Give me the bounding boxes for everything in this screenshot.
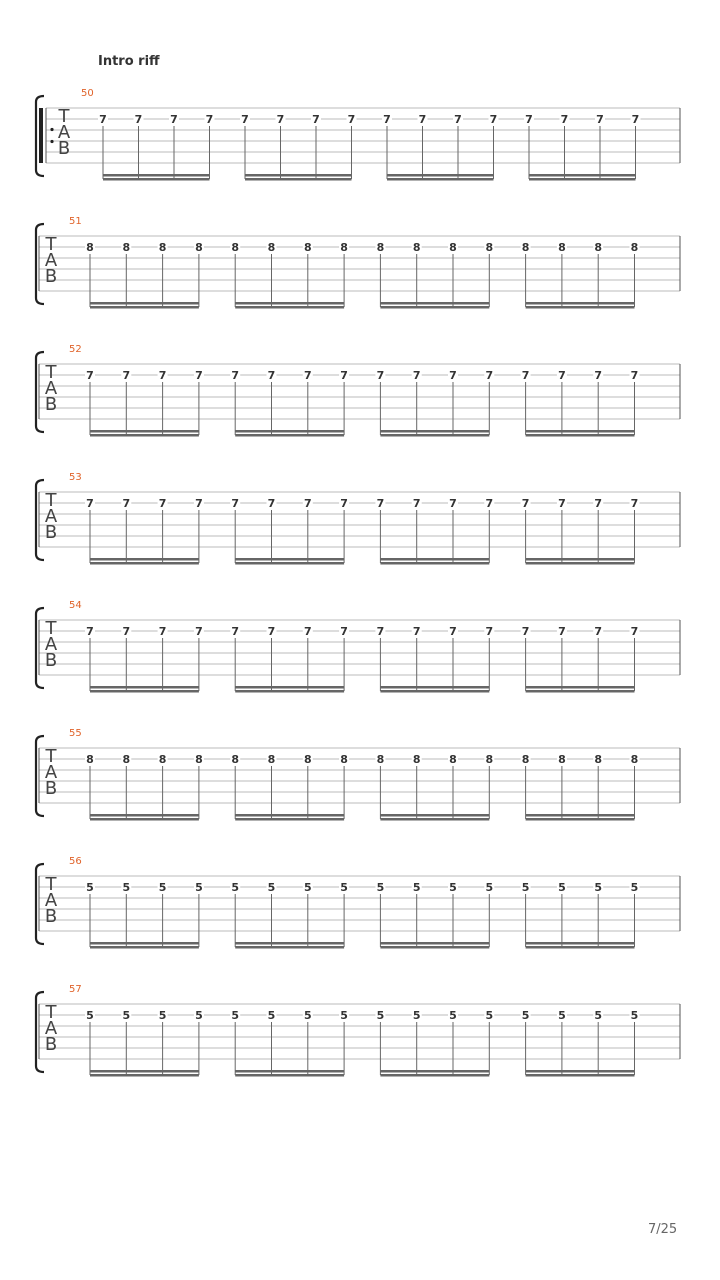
tab-clef-letter: T xyxy=(45,234,57,255)
fret-number: 7 xyxy=(560,113,569,126)
fret-number: 8 xyxy=(558,753,566,766)
fret-number: 7 xyxy=(485,369,494,382)
fret-number: 7 xyxy=(558,497,566,510)
fret-number: 5 xyxy=(594,881,603,894)
fret-number: 8 xyxy=(594,241,603,254)
beam xyxy=(380,946,489,949)
beam xyxy=(90,818,199,821)
fret-number: 5 xyxy=(267,881,276,894)
beam xyxy=(526,690,635,693)
fret-number: 7 xyxy=(241,113,249,126)
fret-number: 8 xyxy=(195,753,203,766)
fret-number: 7 xyxy=(340,497,348,510)
fret-number: 7 xyxy=(485,625,494,638)
beam xyxy=(235,306,344,309)
tab-clef-letter: B xyxy=(44,906,58,927)
repeat-thick-bar xyxy=(39,108,43,163)
fret-number: 5 xyxy=(412,881,421,894)
beam xyxy=(90,562,199,565)
beam xyxy=(235,818,344,821)
measure-number: 53 xyxy=(69,472,82,483)
fret-number: 5 xyxy=(630,1009,639,1022)
fret-number: 5 xyxy=(158,881,167,894)
repeat-dot xyxy=(50,128,53,131)
fret-number: 7 xyxy=(594,497,603,510)
fret-number: 7 xyxy=(521,497,530,510)
fret-number: 7 xyxy=(267,497,276,510)
fret-number: 5 xyxy=(558,1009,566,1022)
beam xyxy=(380,690,489,693)
fret-number: 7 xyxy=(276,113,285,126)
beam xyxy=(90,1074,199,1077)
fret-number: 7 xyxy=(312,113,320,126)
fret-number: 7 xyxy=(525,113,533,126)
fret-number: 7 xyxy=(630,625,639,638)
tab-clef-letter: A xyxy=(44,762,58,783)
measure-number: 57 xyxy=(69,984,82,995)
fret-number: 8 xyxy=(521,753,530,766)
beam xyxy=(235,814,344,817)
measure-number: 52 xyxy=(69,344,82,355)
fret-number: 7 xyxy=(340,625,348,638)
fret-number: 7 xyxy=(86,625,94,638)
fret-number: 7 xyxy=(303,625,312,638)
tab-clef-letter: B xyxy=(44,522,58,543)
fret-number: 7 xyxy=(418,113,427,126)
fret-number: 5 xyxy=(449,881,457,894)
beam xyxy=(380,814,489,817)
fret-number: 8 xyxy=(376,753,385,766)
fret-number: 7 xyxy=(521,369,530,382)
fret-number: 7 xyxy=(122,625,131,638)
beam xyxy=(380,1070,489,1073)
fret-number: 7 xyxy=(376,497,385,510)
fret-number: 7 xyxy=(158,625,167,638)
beam xyxy=(526,686,635,689)
beam xyxy=(380,306,489,309)
beam xyxy=(90,430,199,433)
fret-number: 8 xyxy=(521,241,530,254)
fret-number: 5 xyxy=(630,881,639,894)
fret-number: 8 xyxy=(376,241,385,254)
tab-clef-letter: T xyxy=(45,1002,57,1023)
fret-number: 7 xyxy=(303,497,312,510)
tab-clef-letter: A xyxy=(44,634,58,655)
measure-number: 55 xyxy=(69,728,82,739)
beam xyxy=(235,686,344,689)
beam xyxy=(387,174,494,177)
fret-number: 5 xyxy=(86,1009,94,1022)
beam xyxy=(526,434,635,437)
fret-number: 7 xyxy=(596,113,604,126)
beam xyxy=(380,562,489,565)
tab-clef-letter: B xyxy=(44,266,58,287)
fret-number: 7 xyxy=(195,497,203,510)
beam xyxy=(235,430,344,433)
beam xyxy=(235,690,344,693)
beam xyxy=(380,686,489,689)
beam xyxy=(380,558,489,561)
fret-number: 8 xyxy=(86,753,94,766)
fret-number: 5 xyxy=(231,881,240,894)
repeat-dot xyxy=(50,140,53,143)
fret-number: 7 xyxy=(383,113,391,126)
beam xyxy=(245,178,352,181)
fret-number: 7 xyxy=(631,113,640,126)
fret-number: 5 xyxy=(521,1009,530,1022)
fret-number: 5 xyxy=(122,881,131,894)
beam xyxy=(380,302,489,305)
beam xyxy=(90,690,199,693)
beam xyxy=(90,302,199,305)
fret-number: 8 xyxy=(122,241,131,254)
beam xyxy=(90,1070,199,1073)
tab-clef-letter: B xyxy=(44,394,58,415)
fret-number: 7 xyxy=(449,625,457,638)
fret-number: 8 xyxy=(267,241,276,254)
fret-number: 7 xyxy=(122,497,131,510)
fret-number: 5 xyxy=(485,881,494,894)
fret-number: 7 xyxy=(485,497,494,510)
fret-number: 5 xyxy=(449,1009,457,1022)
fret-number: 5 xyxy=(485,1009,494,1022)
fret-number: 8 xyxy=(449,753,457,766)
fret-number: 7 xyxy=(449,369,457,382)
fret-number: 8 xyxy=(449,241,457,254)
fret-number: 7 xyxy=(412,625,421,638)
beam xyxy=(235,1074,344,1077)
measure-number: 56 xyxy=(69,856,82,867)
fret-number: 8 xyxy=(558,241,566,254)
measure-number: 54 xyxy=(69,600,82,611)
fret-number: 5 xyxy=(376,1009,385,1022)
fret-number: 8 xyxy=(86,241,94,254)
fret-number: 8 xyxy=(594,753,603,766)
fret-number: 7 xyxy=(449,497,457,510)
measure-number: 50 xyxy=(81,88,94,99)
fret-number: 5 xyxy=(158,1009,167,1022)
fret-number: 8 xyxy=(195,241,203,254)
fret-number: 7 xyxy=(231,497,240,510)
page-number: 7/25 xyxy=(648,1222,678,1237)
fret-number: 8 xyxy=(303,753,312,766)
section-title: Intro riff xyxy=(98,54,160,69)
beam xyxy=(235,302,344,305)
tab-clef-letter: A xyxy=(44,378,58,399)
fret-number: 7 xyxy=(231,369,240,382)
fret-number: 7 xyxy=(594,369,603,382)
fret-number: 7 xyxy=(205,113,214,126)
fret-number: 8 xyxy=(231,753,240,766)
fret-number: 5 xyxy=(267,1009,276,1022)
beam xyxy=(526,558,635,561)
fret-number: 8 xyxy=(412,241,421,254)
fret-number: 7 xyxy=(376,625,385,638)
beam xyxy=(526,814,635,817)
fret-number: 8 xyxy=(485,241,494,254)
beam xyxy=(235,1070,344,1073)
tab-clef-letter: A xyxy=(44,506,58,527)
beam xyxy=(380,1074,489,1077)
tab-clef-letter: A xyxy=(44,1018,58,1039)
fret-number: 7 xyxy=(558,625,566,638)
fret-number: 7 xyxy=(489,113,498,126)
tab-clef-letter: T xyxy=(45,746,57,767)
fret-number: 8 xyxy=(630,753,639,766)
fret-number: 5 xyxy=(195,1009,203,1022)
fret-number: 5 xyxy=(340,1009,348,1022)
fret-number: 5 xyxy=(86,881,94,894)
fret-number: 7 xyxy=(122,369,131,382)
fret-number: 5 xyxy=(376,881,385,894)
tab-clef-letter: T xyxy=(45,490,57,511)
beam xyxy=(235,946,344,949)
tab-clef-letter: B xyxy=(44,650,58,671)
fret-number: 7 xyxy=(454,113,462,126)
beam xyxy=(387,178,494,181)
fret-number: 5 xyxy=(195,881,203,894)
fret-number: 7 xyxy=(630,497,639,510)
tab-clef-letter: A xyxy=(44,890,58,911)
beam xyxy=(526,562,635,565)
fret-number: 5 xyxy=(594,1009,603,1022)
beam xyxy=(529,174,636,177)
fret-number: 7 xyxy=(158,369,167,382)
fret-number: 7 xyxy=(303,369,312,382)
fret-number: 8 xyxy=(122,753,131,766)
fret-number: 7 xyxy=(231,625,240,638)
fret-number: 8 xyxy=(158,753,167,766)
fret-number: 7 xyxy=(158,497,167,510)
beam xyxy=(90,686,199,689)
fret-number: 7 xyxy=(195,625,203,638)
fret-number: 8 xyxy=(158,241,167,254)
tab-clef-letter: T xyxy=(58,106,70,127)
beam xyxy=(235,558,344,561)
beam xyxy=(380,818,489,821)
beam xyxy=(526,946,635,949)
beam xyxy=(103,178,210,181)
beam xyxy=(526,1070,635,1073)
tab-clef-letter: T xyxy=(45,362,57,383)
tab-clef-letter: B xyxy=(44,1034,58,1055)
beam xyxy=(526,942,635,945)
tab-clef-letter: T xyxy=(45,874,57,895)
beam xyxy=(526,1074,635,1077)
beam xyxy=(90,942,199,945)
fret-number: 7 xyxy=(412,497,421,510)
fret-number: 5 xyxy=(303,1009,312,1022)
fret-number: 5 xyxy=(122,1009,131,1022)
fret-number: 7 xyxy=(630,369,639,382)
beam xyxy=(526,302,635,305)
fret-number: 8 xyxy=(303,241,312,254)
beam xyxy=(90,558,199,561)
fret-number: 8 xyxy=(630,241,639,254)
beam xyxy=(103,174,210,177)
fret-number: 7 xyxy=(376,369,385,382)
beam xyxy=(526,306,635,309)
fret-number: 7 xyxy=(412,369,421,382)
beam xyxy=(90,434,199,437)
tab-clef-letter: A xyxy=(44,250,58,271)
beam xyxy=(526,818,635,821)
fret-number: 8 xyxy=(340,753,348,766)
measure-number: 51 xyxy=(69,216,82,227)
fret-number: 7 xyxy=(594,625,603,638)
fret-number: 7 xyxy=(267,369,276,382)
fret-number: 5 xyxy=(521,881,530,894)
fret-number: 8 xyxy=(340,241,348,254)
fret-number: 8 xyxy=(267,753,276,766)
fret-number: 5 xyxy=(303,881,312,894)
beam xyxy=(235,434,344,437)
beam xyxy=(235,942,344,945)
fret-number: 7 xyxy=(170,113,178,126)
fret-number: 8 xyxy=(485,753,494,766)
fret-number: 7 xyxy=(86,369,94,382)
tab-clef-letter: T xyxy=(45,618,57,639)
beam xyxy=(529,178,636,181)
fret-number: 7 xyxy=(558,369,566,382)
fret-number: 7 xyxy=(86,497,94,510)
fret-number: 7 xyxy=(99,113,107,126)
fret-number: 5 xyxy=(340,881,348,894)
fret-number: 5 xyxy=(412,1009,421,1022)
beam xyxy=(90,814,199,817)
tab-clef-letter: B xyxy=(44,778,58,799)
beam xyxy=(235,562,344,565)
tab-clef-letter: A xyxy=(57,122,71,143)
fret-number: 7 xyxy=(521,625,530,638)
fret-number: 7 xyxy=(340,369,348,382)
fret-number: 7 xyxy=(347,113,356,126)
fret-number: 7 xyxy=(195,369,203,382)
fret-number: 7 xyxy=(134,113,143,126)
fret-number: 8 xyxy=(412,753,421,766)
beam xyxy=(380,430,489,433)
fret-number: 8 xyxy=(231,241,240,254)
fret-number: 7 xyxy=(267,625,276,638)
fret-number: 5 xyxy=(558,881,566,894)
fret-number: 5 xyxy=(231,1009,240,1022)
beam xyxy=(90,306,199,309)
beam xyxy=(380,942,489,945)
tab-clef-letter: B xyxy=(57,138,71,159)
beam xyxy=(90,946,199,949)
beam xyxy=(380,434,489,437)
beam xyxy=(526,430,635,433)
beam xyxy=(245,174,352,177)
